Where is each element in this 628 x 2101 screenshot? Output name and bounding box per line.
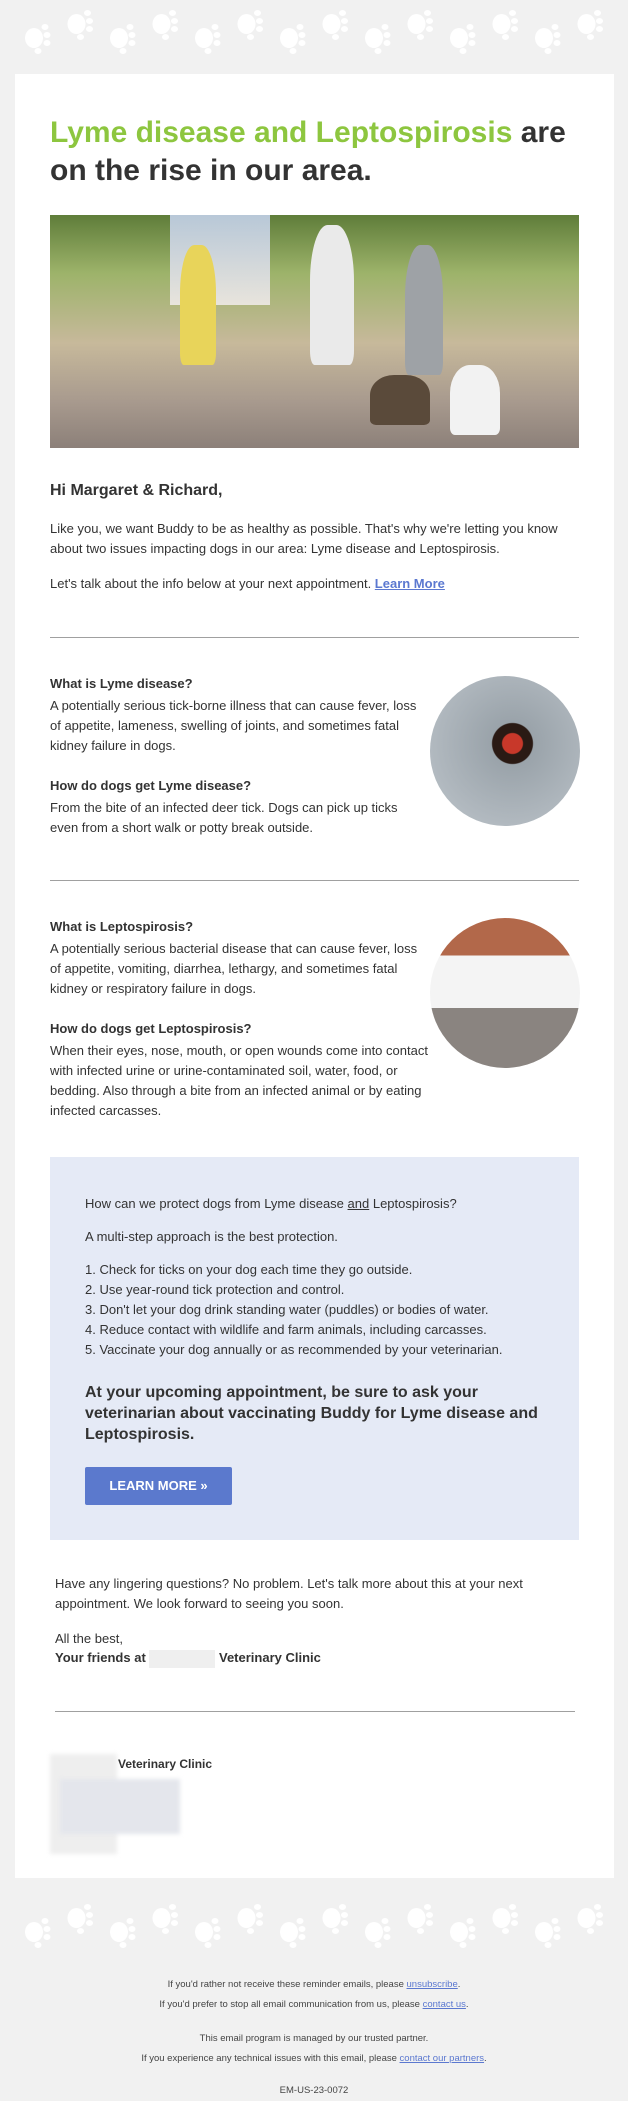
lyme-transmission-answer: From the bite of an infected deer tick. Dogs can pick up ticks even from a short walk or potty break outside. bbox=[50, 800, 398, 835]
protection-steps bbox=[85, 1260, 502, 1360]
lepto-section bbox=[50, 918, 430, 1121]
contact-us-link[interactable]: contact us bbox=[422, 1999, 466, 2010]
paw-print-icon bbox=[450, 1918, 476, 1948]
title-pre: How can we protect dogs from Lyme disease bbox=[85, 1196, 348, 1211]
headline-highlight: Lyme disease and Leptospirosis bbox=[50, 116, 513, 149]
lepto-transmission-question: How do dogs get Leptospirosis? bbox=[50, 1021, 252, 1036]
paw-print-icon bbox=[110, 24, 136, 54]
paw-print-icon bbox=[280, 24, 306, 54]
unsubscribe-link[interactable]: unsubscribe bbox=[406, 1979, 458, 1990]
paw-print-icon bbox=[535, 1918, 561, 1948]
paw-print-icon bbox=[153, 10, 179, 40]
paw-border-top bbox=[20, 6, 610, 56]
learn-more-button[interactable]: LEARN MORE » bbox=[85, 1467, 232, 1505]
step-item: 3. Don't let your dog drink standing water (puddles) or bodies of water. bbox=[85, 1302, 489, 1317]
divider bbox=[55, 1711, 575, 1712]
divider bbox=[50, 637, 579, 638]
lyme-answer: A potentially serious tick-borne illness that can cause fever, loss of appetite, lameness, swelling of joints, and sometimes fatal kidney failure in dogs. bbox=[50, 698, 417, 753]
paw-print-icon bbox=[323, 1904, 349, 1934]
paw-print-icon bbox=[493, 10, 519, 40]
intro-paragraph: Like you, we want Buddy to be as healthy as possible. That's why we're letting you know about two issues impacting dogs in our area: Lyme disease and Leptospirosis. bbox=[50, 521, 558, 556]
protection-title bbox=[85, 1195, 457, 1213]
headline-rest: are on the rise in our area. bbox=[50, 116, 566, 187]
title-and: and bbox=[347, 1196, 370, 1211]
greeting: Hi Margaret & Richard, bbox=[50, 482, 223, 499]
lepto-answer: A potentially serious bacterial disease that can cause fever, loss of appetite, vomiting, diarrhea, lethargy, and sometimes fatal kidney or respiratory failure in dogs. bbox=[50, 941, 418, 996]
from-post: Veterinary Clinic bbox=[215, 1650, 321, 1665]
cta-text: Let's talk about the info below at your next appointment. bbox=[50, 576, 375, 591]
closing-paragraph: Have any lingering questions? No problem. Let's talk more about this at your next appointment. We look forward to seeing you soon. bbox=[55, 1576, 523, 1611]
tick-image bbox=[430, 676, 580, 826]
paw-print-icon bbox=[408, 1904, 434, 1934]
paw-print-icon bbox=[153, 1904, 179, 1934]
paw-print-icon bbox=[365, 24, 391, 54]
intro-cta bbox=[50, 574, 579, 594]
paw-print-icon bbox=[238, 1904, 264, 1934]
footer-unsubscribe-line: If you'd rather not receive these reminder emails, please unsubscribe. bbox=[167, 1979, 461, 1990]
protection-panel bbox=[50, 1157, 579, 1540]
paw-border-bottom bbox=[20, 1900, 610, 1950]
vaccination-callout: At your upcoming appointment, be sure to ask your veterinarian about vaccinating Buddy for Lyme disease and Leptospirosis. bbox=[85, 1384, 538, 1443]
title-post: Leptospirosis? bbox=[369, 1196, 457, 1211]
clinic-name: Veterinary Clinic bbox=[118, 1757, 213, 1771]
footer-partner-line: This email program is managed by our trusted partner. bbox=[199, 2033, 429, 2044]
redacted-clinic-name bbox=[149, 1650, 215, 1668]
paw-print-icon bbox=[238, 10, 264, 40]
from-pre: Your friends at bbox=[55, 1650, 150, 1665]
signature bbox=[55, 1649, 321, 1668]
paw-print-icon bbox=[195, 24, 221, 54]
lepto-question: What is Leptospirosis? bbox=[50, 919, 194, 934]
paw-print-icon bbox=[578, 1904, 604, 1934]
lyme-transmission-question: How do dogs get Lyme disease? bbox=[50, 778, 252, 793]
paw-print-icon bbox=[450, 24, 476, 54]
step-item: 5. Vaccinate your dog annually or as recommended by your veterinarian. bbox=[85, 1342, 503, 1357]
email-code: EM-US-23-0072 bbox=[279, 2085, 349, 2096]
paw-print-icon bbox=[408, 10, 434, 40]
headline bbox=[50, 114, 590, 190]
paw-print-icon bbox=[25, 24, 51, 54]
protection-lead: A multi-step approach is the best protection. bbox=[85, 1229, 338, 1244]
paw-print-icon bbox=[68, 10, 94, 40]
signoff: All the best, bbox=[55, 1631, 123, 1646]
paw-print-icon bbox=[535, 24, 561, 54]
dog-image bbox=[430, 918, 580, 1068]
footer-text: If you'd prefer to stop all email communication from us, please bbox=[159, 1999, 423, 2010]
redacted-address bbox=[60, 1779, 180, 1834]
divider bbox=[50, 880, 579, 881]
step-item: 1. Check for ticks on your dog each time they go outside. bbox=[85, 1262, 413, 1277]
paw-print-icon bbox=[280, 1918, 306, 1948]
step-item: 2. Use year-round tick protection and control. bbox=[85, 1282, 345, 1297]
paw-print-icon bbox=[68, 1904, 94, 1934]
footer-support-line: If you experience any technical issues with this email, please contact our partners. bbox=[141, 2053, 487, 2064]
paw-print-icon bbox=[365, 1918, 391, 1948]
footer-text: If you experience any technical issues with this email, please bbox=[141, 2053, 400, 2064]
footer-text: If you'd rather not receive these reminder emails, please bbox=[167, 1979, 407, 1990]
step-item: 4. Reduce contact with wildlife and farm animals, including carcasses. bbox=[85, 1322, 487, 1337]
lyme-question: What is Lyme disease? bbox=[50, 676, 193, 691]
paw-print-icon bbox=[25, 1918, 51, 1948]
paw-print-icon bbox=[493, 1904, 519, 1934]
lyme-section bbox=[50, 675, 420, 838]
footer bbox=[0, 1975, 628, 2101]
paw-print-icon bbox=[110, 1918, 136, 1948]
footer-contact-line: If you'd prefer to stop all email communication from us, please contact us. bbox=[159, 1999, 469, 2010]
paw-print-icon bbox=[195, 1918, 221, 1948]
lepto-transmission-answer: When their eyes, nose, mouth, or open wounds come into contact with infected urine or urine-contaminated soil, water, food, or bedding. Also through a bite from an infected animal or by eating infected carcasses. bbox=[50, 1043, 428, 1118]
email-card bbox=[15, 74, 614, 1878]
paw-print-icon bbox=[578, 10, 604, 40]
hero-image bbox=[50, 215, 579, 448]
paw-print-icon bbox=[323, 10, 349, 40]
contact-partners-link[interactable]: contact our partners bbox=[399, 2053, 485, 2064]
learn-more-link[interactable]: Learn More bbox=[374, 576, 445, 591]
